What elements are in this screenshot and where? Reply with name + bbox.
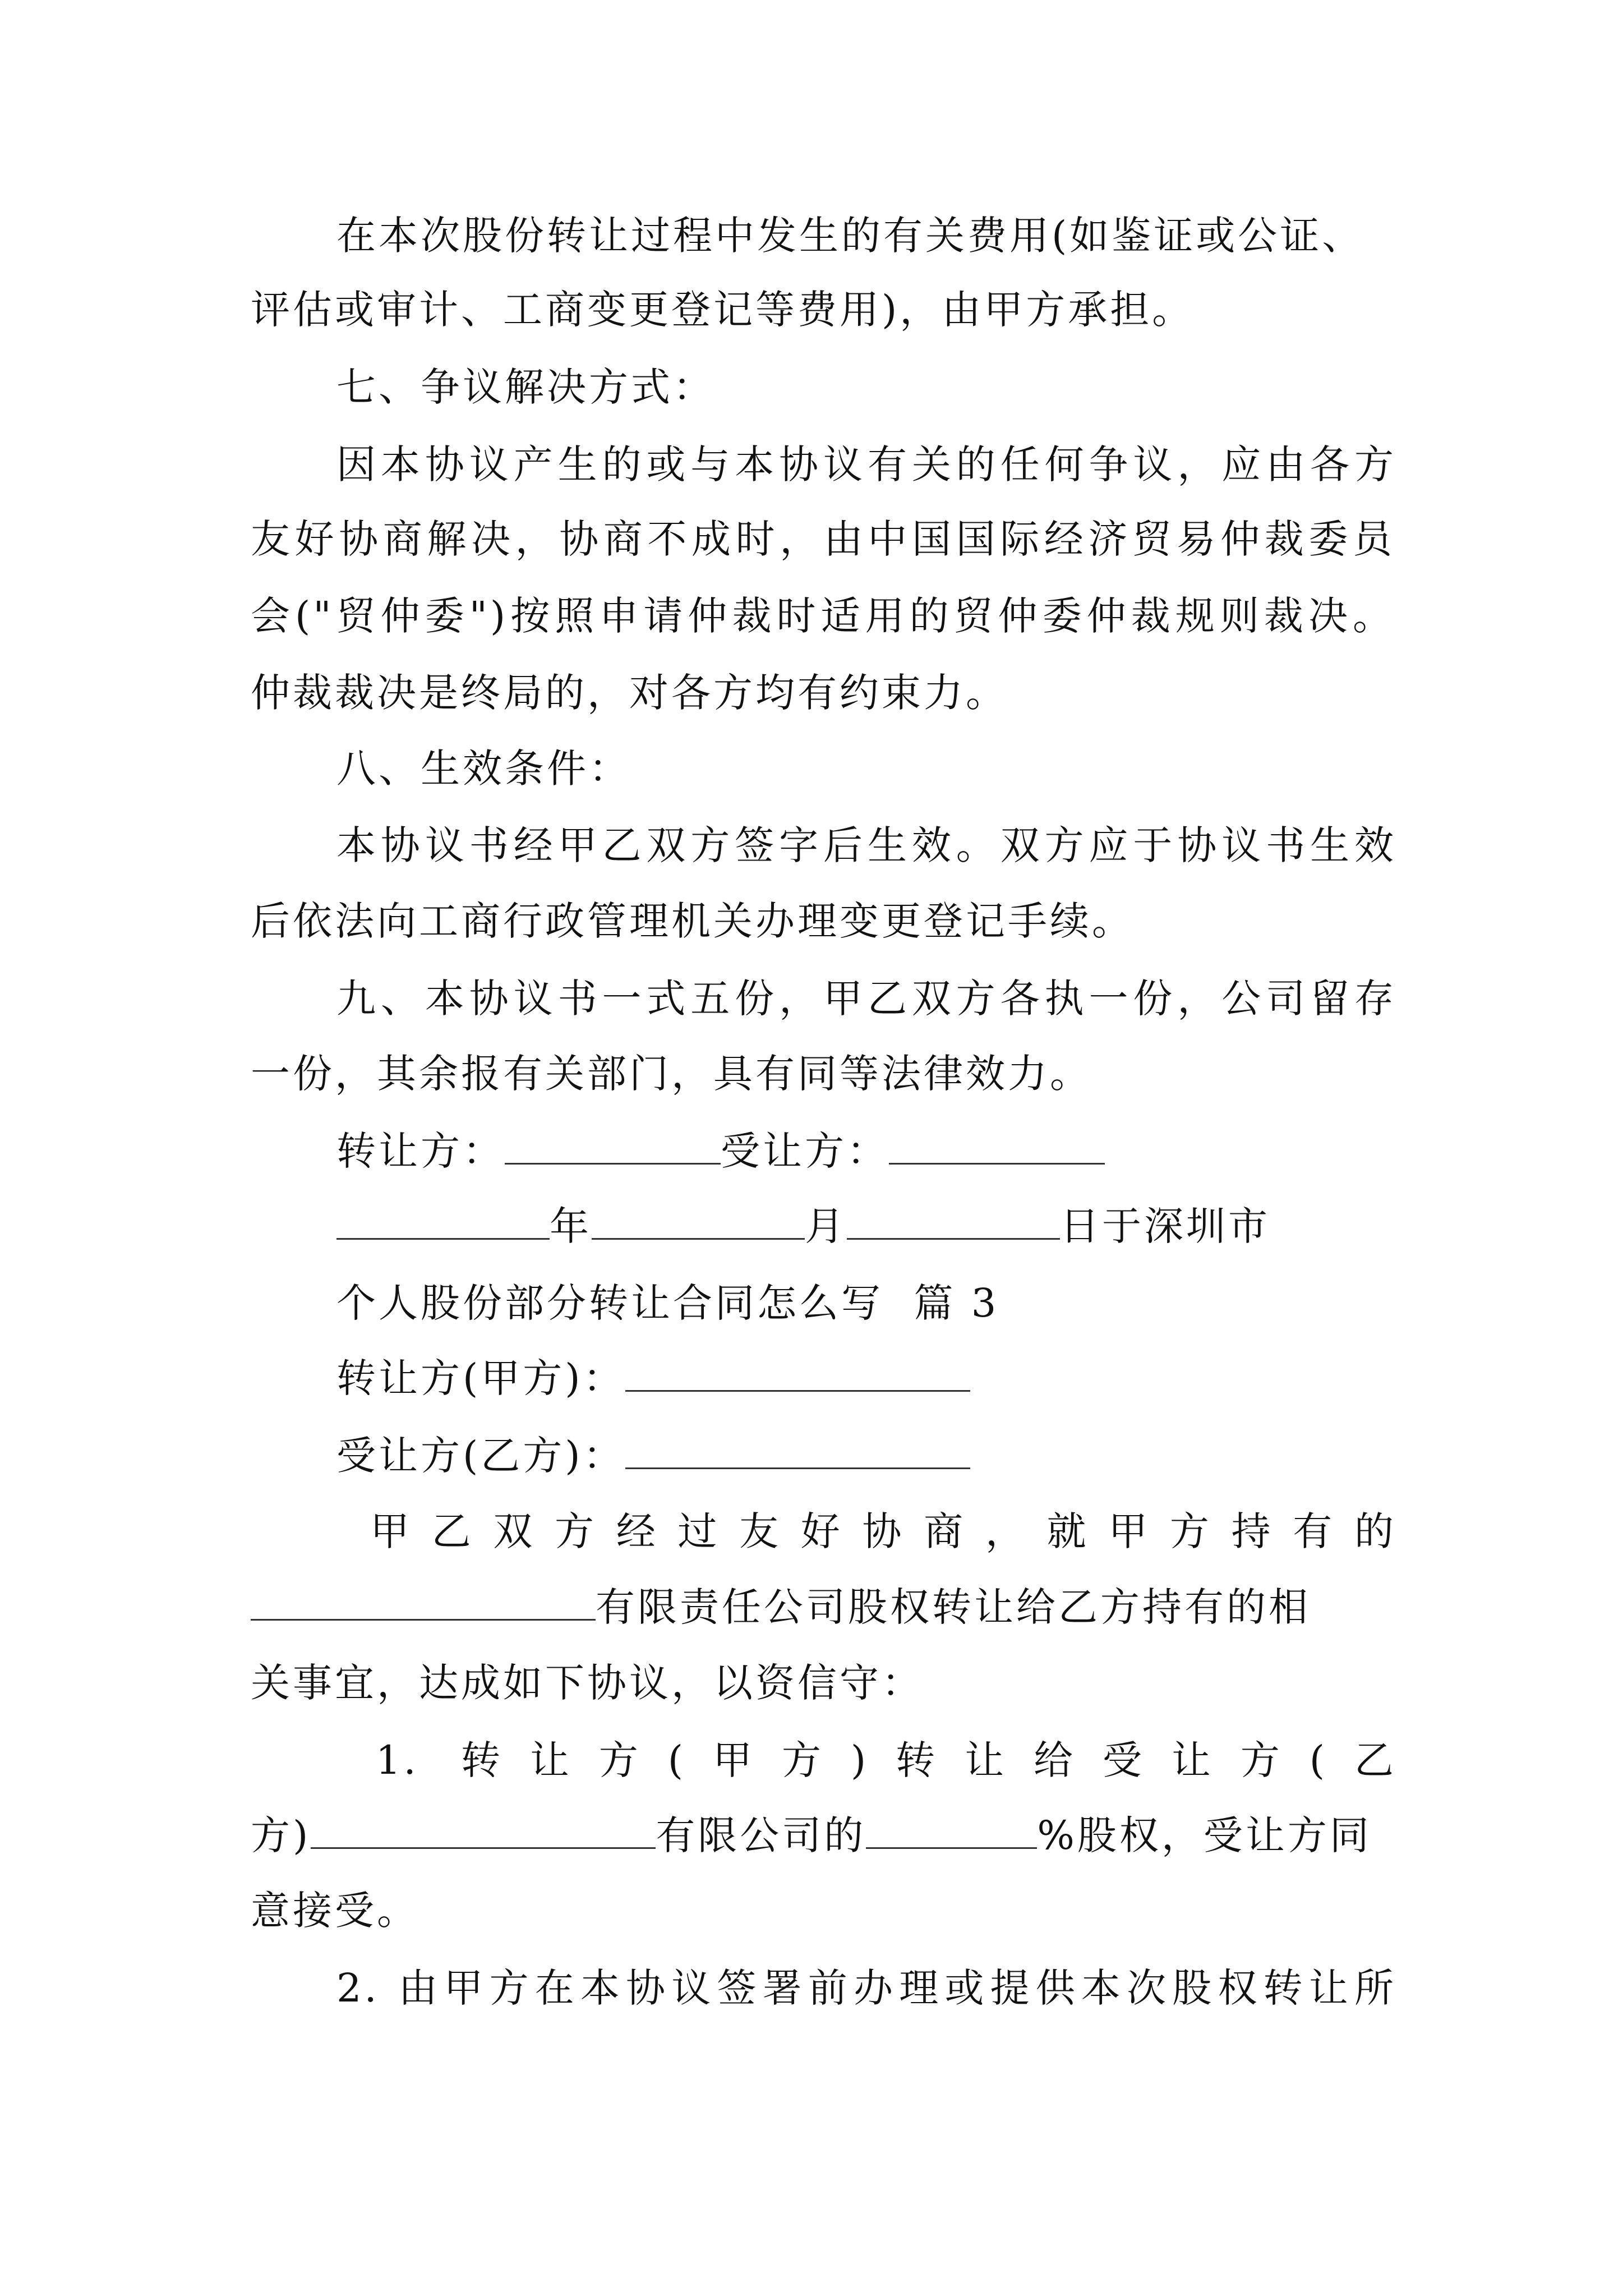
year-blank [336, 1203, 550, 1240]
paragraph-line: 甲乙双方经过友好协商，就甲方持有的 [370, 1508, 1396, 1554]
transferor-label: 转让方： [336, 1128, 505, 1174]
party-a-line [336, 1350, 1396, 1406]
transferor-blank [505, 1128, 721, 1165]
clause-text: %股权，受让方同 [1037, 1812, 1372, 1858]
paragraph-line: 友好协商解决，协商不成时，由中国国际经济贸易仲裁委员 [251, 516, 1395, 562]
percentage-blank [866, 1812, 1037, 1849]
party-b-line [336, 1428, 1396, 1484]
party-a-blank [625, 1355, 970, 1392]
paragraph-line: 本协议书经甲乙双方签字后生效。双方应于协议书生效 [336, 822, 1396, 868]
paragraph-line [251, 1579, 1395, 1635]
paragraph-line: 因本协议产生的或与本协议有关的任何争议，应由各方 [336, 441, 1396, 487]
clause-line: 1. 转让方(甲方)转让给受让方(乙 [376, 1737, 1396, 1783]
clause-text: 有限公司的 [656, 1812, 866, 1858]
section-heading: 八、生效条件： [336, 746, 631, 792]
month-blank [592, 1203, 805, 1240]
signature-line [336, 1123, 1396, 1179]
paragraph-line: 关事宜，达成如下协议，以资信守： [251, 1660, 924, 1706]
day-blank [847, 1203, 1060, 1240]
clause-line: 意接受。 [251, 1888, 419, 1934]
party-b-blank [625, 1433, 970, 1469]
transferee-blank [889, 1128, 1105, 1165]
clause-line: 2. 由甲方在本协议签署前办理或提供本次股权转让所 [336, 1965, 1396, 2011]
party-a-label: 转让方(甲方)： [336, 1355, 625, 1401]
company-blank [251, 1584, 596, 1621]
paragraph-line: 会("贸仲委")按照申请仲裁时适用的贸仲委仲裁规则裁决。 [251, 593, 1395, 639]
year-label: 年 [550, 1203, 592, 1249]
month-label: 月 [805, 1203, 847, 1249]
section-title: 个人股份部分转让合同怎么写 篇 3 [336, 1280, 999, 1326]
day-place-label: 日于深圳市 [1060, 1203, 1270, 1249]
clause-text: 方) [251, 1812, 311, 1858]
party-b-label: 受让方(乙方)： [336, 1433, 625, 1479]
paragraph-line: 评估或审计、工商变更登记等费用)，由甲方承担。 [251, 287, 1195, 333]
paragraph-line: 仲裁裁决是终局的，对各方均有约束力。 [251, 670, 1008, 716]
company-name-blank [311, 1812, 656, 1849]
paragraph-line: 一份，其余报有关部门，具有同等法律效力。 [251, 1051, 1092, 1097]
paragraph-line: 在本次股份转让过程中发生的有关费用(如鉴证或公证、 [336, 213, 1364, 259]
date-line [336, 1198, 1396, 1254]
paragraph-line: 后依法向工商行政管理机关办理变更登记手续。 [251, 898, 1134, 944]
transferee-label: 受让方： [721, 1128, 889, 1174]
paragraph-text: 有限责任公司股权转让给乙方持有的相 [596, 1584, 1311, 1630]
clause-line [251, 1807, 1395, 1864]
paragraph-line: 九、本协议书一式五份，甲乙双方各执一份，公司留存 [336, 976, 1396, 1022]
section-heading: 七、争议解决方式： [336, 364, 715, 410]
